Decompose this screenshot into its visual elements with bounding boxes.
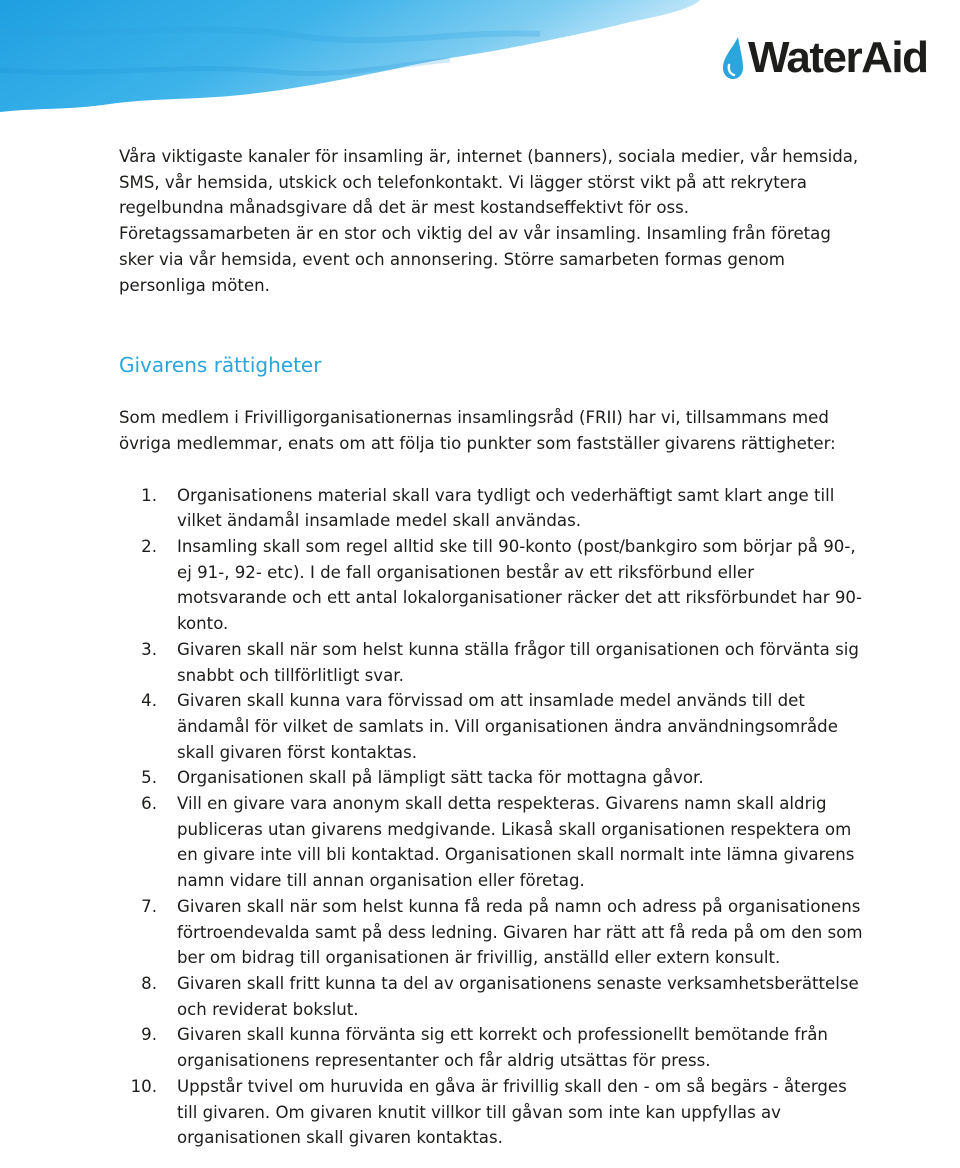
- document-body: [119, 144, 864, 1151]
- list-number: 6.: [141, 794, 157, 814]
- intro-paragraph: Våra viktigaste kanaler för insamling är, internet (banners), sociala medier, vår hemsida, SMS, vår hemsida, utskick och telefonkontakt. Vi lägger störst vikt på att rekrytera regelbundna månadsgivare då det är mest kostandseffektivt för oss. Företagssamarbeten är en stor och viktig del av vår insamling. Insamling från företag sker via vår hemsida, event och annonsering. Större samarbeten formas genom personliga möten.: [119, 147, 859, 295]
- list-item: [119, 688, 864, 765]
- list-text: Givaren skall kunna förvänta sig ett korrekt och professionellt bemötande från organisationens representanter och får aldrig utsättas för press.: [177, 1025, 828, 1071]
- water-drop-icon: [720, 35, 746, 81]
- logo-wordmark: WaterAid: [748, 33, 928, 82]
- list-item: [119, 1022, 864, 1073]
- list-text: Vill en givare vara anonym skall detta respekteras. Givarens namn skall aldrig publiceras utan givarens medgivande. Likaså skall organisationen respektera om en givare inte vill bli kontaktad. Organisationen skall normalt inte lämna givarens namn vidare till annan organisation eller företag.: [177, 794, 855, 891]
- list-item: [119, 483, 864, 534]
- list-item: [119, 971, 864, 1022]
- list-number: 7.: [141, 896, 157, 916]
- list-text: Givaren skall kunna vara förvissad om att insamlade medel används till det ändamål för vilket de samlats in. Vill organisationen ändra användningsområde skall givaren först kontaktas.: [177, 691, 838, 762]
- list-item: [119, 637, 864, 688]
- list-number: 1.: [141, 485, 157, 505]
- list-text: Uppstår tvivel om huruvida en gåva är frivillig skall den - om så begärs - återges till givaren. Om givaren knutit villkor till gåvan som inte kan uppfyllas av organisationen skall givaren kontaktas.: [177, 1076, 847, 1148]
- section-heading: Givarens rättigheter: [119, 353, 322, 378]
- list-text: Givaren skall när som helst kunna ställa frågor till organisationen och förvänta sig snabbt och tillförlitligt svar.: [177, 639, 859, 685]
- list-number: 4.: [141, 691, 157, 711]
- list-item: [119, 894, 864, 971]
- list-text: Organisationens material skall vara tydligt och vederhäftigt samt klart ange till vilket ändamål insamlade medel skall användas.: [177, 485, 835, 531]
- list-number: 2.: [141, 537, 157, 557]
- list-number: 5.: [141, 768, 157, 788]
- list-item: [119, 791, 864, 894]
- list-number: 8.: [141, 973, 157, 993]
- list-item: [119, 1074, 864, 1151]
- list-number: 10.: [130, 1076, 157, 1096]
- list-text: Organisationen skall på lämpligt sätt tacka för mottagna gåvor.: [177, 768, 704, 788]
- list-text: Givaren skall fritt kunna ta del av organisationens senaste verksamhetsberättelse och reviderat bokslut.: [177, 973, 859, 1019]
- list-number: 9.: [141, 1025, 157, 1045]
- rights-intro-paragraph: Som medlem i Frivilligorganisationernas insamlingsråd (FRII) har vi, tillsammans med övriga medlemmar, enats om att följa tio punkter som fastställer givarens rättigheter:: [119, 408, 836, 453]
- list-item: [119, 534, 864, 637]
- list-text: Insamling skall som regel alltid ske till 90-konto (post/bankgiro som börjar på 90-, ej 91-, 92- etc). I de fall organisationen består av ett riksförbund eller motsvarande och ett antal lokalorganisationer räcker det att riksförbundet har 90-konto.: [177, 537, 862, 634]
- rights-list: [119, 483, 864, 1151]
- wateraid-logo: [720, 30, 928, 86]
- list-item: [119, 765, 864, 791]
- list-number: 3.: [141, 639, 157, 659]
- list-text: Givaren skall när som helst kunna få reda på namn och adress på organisationens förtroendevalda samt på dess ledning. Givaren har rätt att få reda på om den som ber om bidrag till organisationen är frivillig, anställd eller extern konsult.: [177, 896, 863, 968]
